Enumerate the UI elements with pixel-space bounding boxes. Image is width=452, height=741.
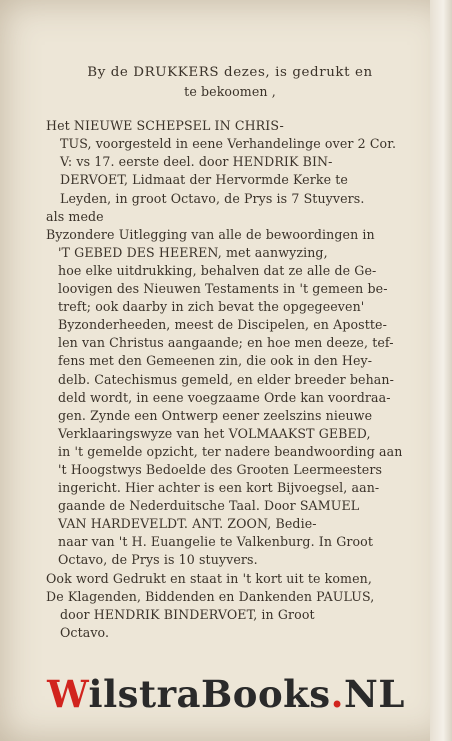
text-line: len van Christus aangaande; en hoe men deeze, tef-	[58, 335, 394, 351]
text-line: Octavo.	[60, 624, 110, 640]
wilstrabooks-watermark	[0, 672, 452, 716]
brand-dot: .	[330, 672, 345, 716]
paragraph-paulus	[46, 570, 414, 642]
printer-notice	[46, 64, 414, 642]
text-line: Byzonderheeden, meest de Discipelen, en Apostte-	[58, 317, 387, 333]
text-line: hoe elke uitdrukking, behalven dat ze alle de Ge-	[58, 262, 377, 278]
text-line: naar van 't H. Euangelie te Valkenburg. In Groot	[58, 534, 373, 550]
text-line: V: vs 17. eerste deel. door HENDRIK BIN-	[60, 154, 333, 170]
text-line: Byzondere Uitlegging van alle de bewoordingen in	[46, 226, 375, 242]
brand-tld: NL	[344, 672, 405, 716]
text-line: Verklaaringswyze van het VOLMAAKST GEBED,	[58, 425, 371, 441]
text-line: gaande de Nederduitsche Taal. Door SAMUEL	[58, 498, 360, 514]
text-line: delb. Catechismus gemeld, en elder breeder behan-	[58, 371, 394, 387]
text-line: Het NIEUWE SCHEPSEL IN CHRIS-	[46, 118, 284, 134]
text-line: ingericht. Hier achter is een kort Bijvoegsel, aan-	[58, 480, 380, 496]
text-line: fens met den Gemeenen zin, die ook in den Hey-	[58, 353, 373, 369]
text-line: 't Hoogstwys Bedoelde des Grooten Leermeesters	[58, 461, 383, 477]
text-line: VAN HARDEVELDT. ANT. ZOON, Bedie-	[58, 516, 317, 532]
page-edge	[430, 0, 452, 741]
text-line: treft; ook daarby in zich bevat the opgegeeven'	[58, 299, 365, 315]
text-line: DERVOET, Lidmaat der Hervormde Kerke te	[60, 172, 348, 188]
text-line: loovigen des Nieuwen Testaments in 't gemeen be-	[58, 281, 388, 297]
paragraph-gebed-des-heeren	[46, 226, 414, 570]
text-line: 'T GEBED DES HEEREN, met aanwyzing,	[58, 244, 328, 260]
text-line: gen. Zynde een Ontwerp eener zeelszins nieuwe	[58, 407, 373, 423]
text-line: Leyden, in groot Octavo, de Prys is 7 Stuyvers.	[60, 190, 365, 206]
paragraph-nieuwe-schepsel	[46, 117, 414, 226]
brand-initial: W	[47, 672, 89, 716]
text-line: De Klagenden, Biddenden en Dankenden PAULUS,	[46, 588, 375, 604]
text-line: Octavo, de Prys is 10 stuyvers.	[58, 552, 258, 568]
text-line: deld wordt, in eene voegzaame Orde kan voordraa-	[58, 389, 391, 405]
brand-name: ilstraBooks	[88, 672, 331, 716]
notice-heading-line: By de DRUKKERS dezes, is gedrukt en	[87, 65, 373, 80]
text-line: TUS, voorgesteld in eene Verhandelinge over 2 Cor.	[60, 136, 397, 152]
text-line: als mede	[46, 208, 104, 224]
text-line: Ook word Gedrukt en staat in 't kort uit te komen,	[46, 570, 372, 586]
text-line: in 't gemelde opzicht, ter nadere beandwoording aan	[58, 443, 403, 459]
text-line: door HENDRIK BINDERVOET, in Groot	[60, 606, 315, 622]
notice-heading-line: te bekoomen ,	[184, 84, 276, 100]
